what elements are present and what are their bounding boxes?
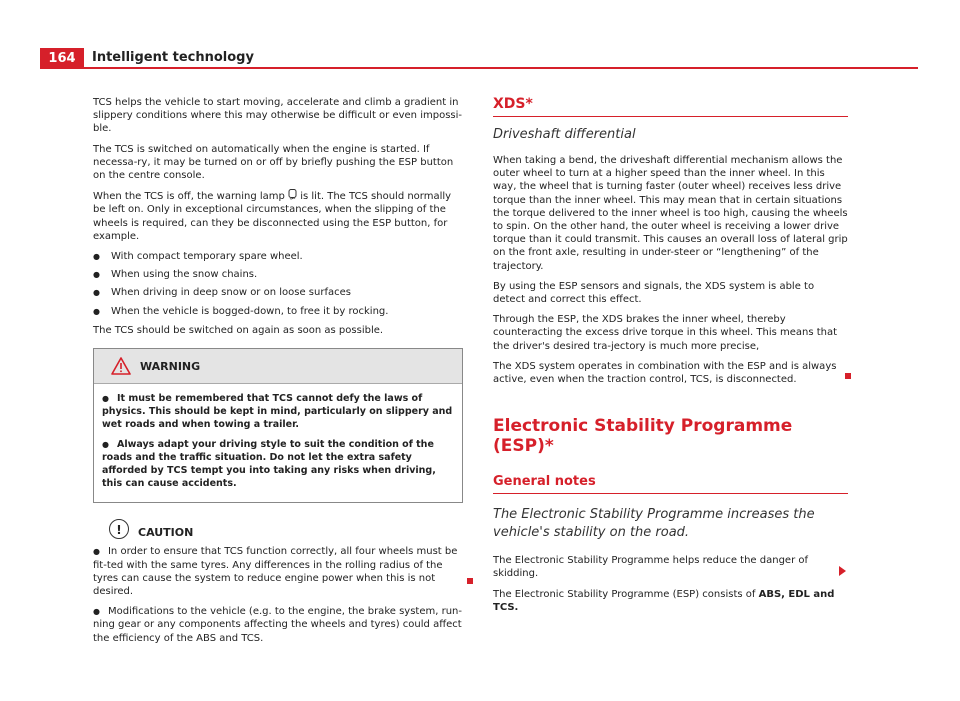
list-item: ● When using the snow chains.	[93, 268, 463, 281]
warning-item: ● Always adapt your driving style to suit the condition of the roads and the traffic situation. Do not let the extra safety afforded by TCS tempt you into taking any risks when driving, this can cause accidents.	[102, 438, 436, 490]
general-notes-heading: General notes	[493, 474, 848, 494]
text: In order to ensure that TCS function correctly, all four wheels must be fit-ted with the same tyres. Any differences in the rolling radius of the tyres can cause the system to reduce engine power when this is not desired.	[93, 546, 458, 598]
xds-subheading: Driveshaft differential	[493, 127, 636, 142]
paragraph: When taking a bend, the driveshaft differential mechanism allows the outer wheel to turn at a higher speed than the inner wheel. In this way, the wheel that is turning faster (outer wheel) receives less drive torque than the inner wheel. This may mean that in certain situations the torque delivered to the inner wheel is too high, causing the wheels to spin. On the other hand, the outer wheel is receiving a lower drive torque than it could transmit. This causes an overall loss of lateral grip on the front axle, resulting in under-steer or “lengthening” of the trajectory.	[493, 155, 848, 272]
paragraph	[493, 588, 848, 614]
text: Modifications to the vehicle (e.g. to the engine, the brake system, run-ning gear or any components affecting the wheels and tyres) could affect the efficiency of the ABS and TCS.	[93, 606, 462, 644]
caution-title: CAUTION	[138, 526, 194, 540]
text: Always adapt your driving style to suit the condition of the roads and the traffic situation. Do not let the extra safety afforded by TCS tempt you into taking any risks when driving, this can cause accidents.	[102, 438, 436, 490]
paragraph: The XDS system operates in combination with the ESP and is always active, even when the traction control, TCS, is disconnected.	[493, 360, 837, 386]
caution-header	[93, 519, 463, 545]
caution-item: ● Modifications to the vehicle (e.g. to the engine, the brake system, run-ning gear or any components affecting the wheels and tyres) could affect the efficiency of the ABS and TCS.	[93, 606, 462, 644]
paragraph: Through the ESP, the XDS brakes the inner wheel, thereby counteracting the excess drive torque in this wheel. This means that the driver's desired tra-jectory is much more precise,	[493, 314, 838, 352]
tcs-warning-lamp-icon	[288, 189, 297, 200]
esp-heading: Electronic Stability Programme (ESP)*	[493, 416, 793, 457]
bullet-list	[93, 250, 463, 318]
paragraph: TCS helps the vehicle to start moving, accelerate and climb a gradient in slippery conditions where this may otherwise be difficult or even impossi-ble.	[93, 97, 462, 135]
list-item: ● When driving in deep snow or on loose surfaces	[93, 286, 463, 299]
warning-item: ● It must be remembered that TCS cannot defy the laws of physics. This should be kept in mind, particularly on slippery and wet roads and when towing a trailer.	[102, 393, 453, 431]
continued-arrow-icon	[839, 566, 846, 576]
list-item: ● When the vehicle is bogged-down, to free it by rocking.	[93, 305, 463, 318]
list-item: ● With compact temporary spare wheel.	[93, 250, 463, 263]
end-of-section-mark	[845, 373, 851, 379]
text: When the TCS is off, the warning lamp	[93, 191, 289, 203]
xds-heading: XDS*	[493, 96, 848, 117]
header-rule	[40, 67, 918, 69]
bold-text: ABS, EDL and TCS.	[493, 588, 835, 613]
left-column	[93, 96, 463, 652]
section-title: Intelligent technology	[92, 50, 254, 65]
warning-triangle-icon	[111, 357, 131, 375]
right-column	[493, 96, 848, 621]
intro-text: The Electronic Stability Programme increases the vehicle's stability on the road.	[493, 507, 815, 541]
paragraph: The Electronic Stability Programme helps reduce the danger of skidding.	[493, 555, 809, 580]
paragraph: The TCS should be switched on again as soon as possible.	[93, 324, 384, 336]
paragraph: The TCS is switched on automatically when the engine is started. If necessa-ry, it may be turned on or off by briefly pushing the ESP button on the centre console.	[93, 143, 454, 182]
text: It must be remembered that TCS cannot defy the laws of physics. This should be kept in mind, particularly on slippery and wet roads and when towing a trailer.	[102, 393, 453, 431]
text: is lit. The TCS should normally be left on. Only in exceptional circumstances, when the slipping of the wheels is required, can they be disconnected using the ESP button, for example.	[93, 191, 452, 242]
paragraph	[93, 189, 463, 243]
warning-box	[93, 348, 463, 503]
paragraph: By using the ESP sensors and signals, the XDS system is able to detect and correct this effect.	[493, 280, 815, 306]
end-of-section-mark	[467, 578, 473, 584]
warning-title: WARNING	[140, 360, 201, 374]
caution-item: ● In order to ensure that TCS function correctly, all four wheels must be fit-ted with the same tyres. Any differences in the rolling radius of the tyres can cause the system to reduce engine power when this is not desired.	[93, 546, 458, 598]
caution-exclamation-icon: !	[109, 519, 129, 539]
page-number: 164	[40, 48, 84, 69]
warning-body	[94, 384, 462, 502]
text: The Electronic Stability Programme (ESP) consists of	[493, 588, 759, 600]
warning-header	[94, 349, 462, 384]
